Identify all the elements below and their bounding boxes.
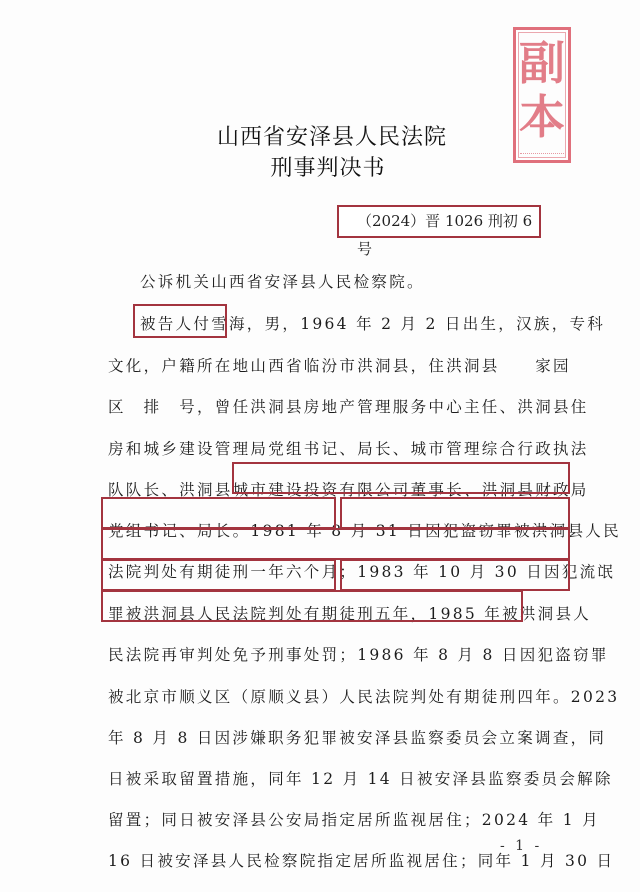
body-line: 党组书记、局长。1981 年 8 月 31 日因犯盗窃罪被洪洞县人民 xyxy=(108,522,621,540)
body-line: 文化，户籍所在地山西省临汾市洪洞县，住洪洞县 家园 xyxy=(108,357,571,375)
body-line: 留置；同日被安泽县公安局指定居所监视居住；2024 年 1 月 xyxy=(108,811,600,829)
body-line: 区 排 号，曾任洪洞县房地产管理服务中心主任、洪洞县住 xyxy=(108,398,589,416)
body-line: 年 8 月 8 日因涉嫌职务犯罪被安泽县监察委员会立案调查，同 xyxy=(108,729,607,747)
body-line: 罪被洪洞县人民法院判处有期徒刑五年，1985 年被洪洞县人 xyxy=(108,605,592,623)
body-line: 法院判处有期徒刑一年六个月；1983 年 10 月 30 日因犯流氓 xyxy=(108,563,616,581)
body-line: 被北京市顺义区（原顺义县）人民法院判处有期徒刑四年。2023 xyxy=(108,688,620,706)
page-number: - 1 - xyxy=(500,838,543,854)
court-name: 山西省安泽县人民法院 xyxy=(216,125,447,150)
body-line: 16 日被安泽县人民检察院指定居所监视居住；同年 1 月 30 日 xyxy=(108,852,615,870)
body-line: 被告人付雪海，男，1964 年 2 月 2 日出生，汉族，专科 xyxy=(140,315,606,333)
body-line: 日被采取留置措施，同年 12 月 14 日被安泽县监察委员会解除 xyxy=(108,770,613,788)
stamp-char-2: 本 xyxy=(519,90,565,144)
stamp-char-1: 副 xyxy=(519,36,565,90)
body-line: 民法院再审判处免予刑事处罚；1986 年 8 月 8 日因犯盗窃罪 xyxy=(108,646,609,664)
case-number: （2024）晋 1026 刑初 6 号 xyxy=(337,205,541,238)
body-line: 公诉机关山西省安泽县人民检察院。 xyxy=(140,273,425,291)
body-line: 队队长、洪洞县城市建设投资有限公司董事长、洪洞县财政局 xyxy=(108,481,589,499)
body-line: 房和城乡建设管理局党组书记、局长、城市管理综合行政执法 xyxy=(108,440,589,458)
document-type: 刑事判决书 xyxy=(270,156,386,181)
